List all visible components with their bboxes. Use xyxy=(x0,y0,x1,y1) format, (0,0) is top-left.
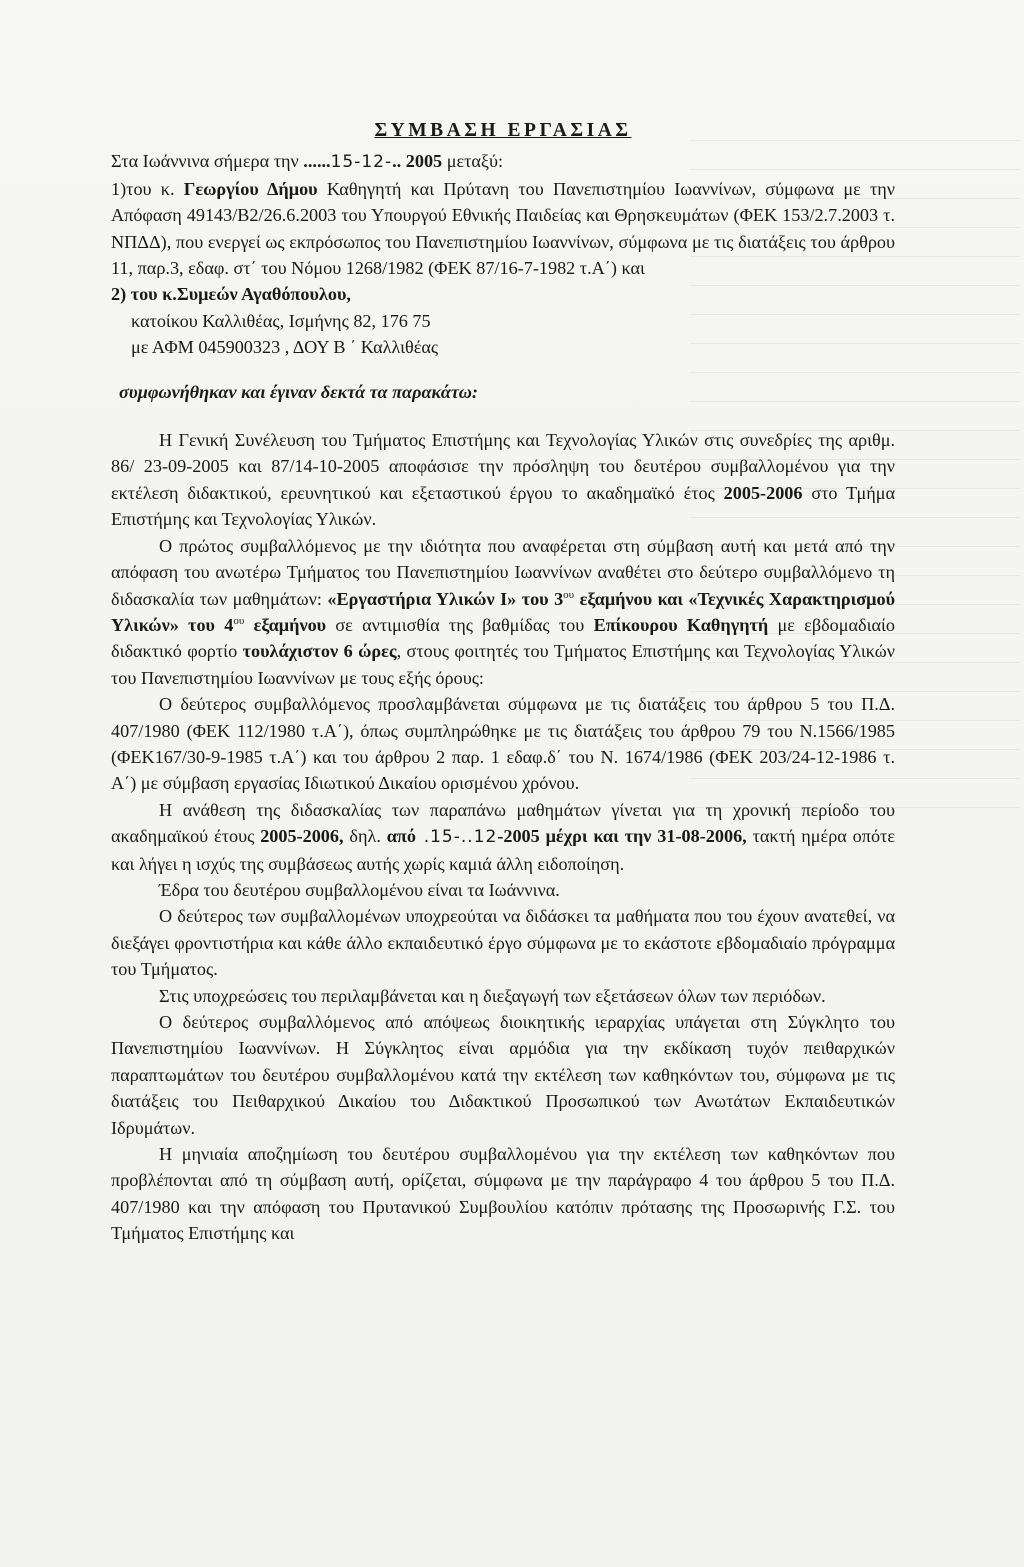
handwritten-start-date: .15-..12 xyxy=(415,827,498,848)
document-title: ΣΥΜΒΑΣΗ ΕΡΓΑΣΙΑΣ xyxy=(374,120,632,141)
contract-document xyxy=(111,118,895,1247)
party-one-name: Γεωργίου Δήμου xyxy=(183,178,318,199)
paragraph-compensation: Η μηνιαία αποζημίωση του δευτέρου συμβαλλομένου για την εκτέλεση των καθηκόντων που προβλέπονται από τη σύμβαση αυτή, ορίζεται, σύμφωνα με την παράγραφο 4 του άρθρου 5 του Π.Δ. 407/1980 και την απόφαση του Πρυτανικού Συμβουλίου κατόπιν πρότασης της Προσωρινής Γ.Σ. του Τμήματος Επιστήμης και xyxy=(111,1144,895,1244)
party-two: 2) του κ.Συμεών Αγαθόπουλου, xyxy=(111,284,351,305)
agreed-heading: συμφωνήθηκαν και έγιναν δεκτά τα παρακάτω: xyxy=(119,381,478,402)
paragraph-duties: Ο δεύτερος των συμβαλλομένων υποχρεούται να διδάσκει τα μαθήματα που του έχουν ανατεθεί, να διεξάγει φροντιστήρια και κάθε άλλο εκπαιδευτικό έργο σύμφωνα με το εκάστοτε εβδομαδιαίο πρόγραμμα του Τμήματος. xyxy=(111,906,895,980)
party-one: 1)του κ. Γεωργίου Δήμου Καθηγητή και Πρύτανη του Πανεπιστημίου Ιωαννίνων, σύμφωνα με την Απόφαση 49143/Β2/26.6.2003 του Υπουργού Εθνικής Παιδείας και Θρησκευμάτων (ΦΕΚ 153/2.7.2003 τ. ΝΠΔΔ), που ενεργεί ως εκπρόσωπος του Πανεπιστημίου Ιωαννίνων, σύμφωνα με τις διατάξεις του άρθρου 11, παρ.3, εδαφ. στ΄ του Νόμου 1268/1982 (ΦΕΚ 87/16-7-1982 τ.Α΄) και xyxy=(111,178,895,279)
paragraph-period: Η ανάθεση της διδασκαλίας των παραπάνω μαθημάτων γίνεται για τη χρονική περίοδο του ακαδημαϊκού έτους 2005-2006, δηλ. από .15-..12-2005 μέχρι και την 31-08-2006, τακτή ημέρα οπότε και λήγει η ισχύς της συμβάσεως αυτής χωρίς καμιά άλλη ειδοποίηση. xyxy=(111,799,895,874)
party-two-name: Συμεών Αγαθόπουλου, xyxy=(176,284,351,305)
paragraph-assembly: Η Γενική Συνέλευση του Τμήματος Επιστήμης και Τεχνολογίας Υλικών στις συνεδρίες της αριθμ. 86/ 23-09-2005 και 87/14-10-2005 αποφάσισε την πρόσληψη του δευτέρου συμβαλλομένου για την εκτέλεση διδακτικού, ερευνητικού και εξεταστικού έργου το ακαδημαϊκό έτος 2005-2006 στο Τμήμα Επιστήμης και Τεχνολογίας Υλικών. xyxy=(111,430,895,530)
paragraph-seat: Έδρα του δευτέρου συμβαλλομένου είναι τα Ιωάννινα. xyxy=(159,879,560,900)
paragraph-assignment: Ο πρώτος συμβαλλόμενος με την ιδιότητα που αναφέρεται στη σύμβαση αυτή και μετά από την απόφαση του ανωτέρω Τμήματος του Πανεπιστημίου Ιωαννίνων αναθέτει στο δεύτερο συμβαλλόμενο τη διδασκαλία των μαθημάτων: «Εργαστήρια Υλικών Ι» του $3^{o\upsilon}$ εξαμήνου και «Τεχνικές Χαρακτηρισμού Υλικών» του $4^{o\upsilon}$ εξαμήνου σε αντιμισθία της βαθμίδας του Επίκουρου Καθηγητή με εβδομαδιαίο διδακτικό φορτίο τουλάχιστον 6 ώρες, στους φοιτητές του Τμήματος Επιστήμης και Τεχνολογίας Υλικών του Πανεπιστημίου Ιωαννίνων με τους εξής όρους: xyxy=(111,535,896,688)
paragraph-hierarchy: Ο δεύτερος συμβαλλόμενος από απόψεως διοικητικής ιεραρχίας υπάγεται στη Σύγκλητο του Πανεπιστημίου Ιωαννίνων. Η Σύγκλητος είναι αρμόδια για την εκδίκαση τυχόν πειθαρχικών παραπτωμάτων του δευτέρου συμβαλλομένου κατά την εκτέλεση των καθηκόντων του, σύμφωνα με τις διατάξεις του Πειθαρχικού Δικαίου του Διδακτικού Προσωπικού των Ανωτάτων Εκπαιδευτικών Ιδρυμάτων. xyxy=(111,1012,895,1138)
intro-line: Στα Ιωάννινα σήμερα την ......15-12-.. 2005 μεταξύ: xyxy=(111,151,504,173)
paragraph-exams: Στις υποχρεώσεις του περιλαμβάνεται και η διεξαγωγή των εξετάσεων όλων των περιόδων. xyxy=(159,985,826,1006)
paragraph-legal-basis: Ο δεύτερος συμβαλλόμενος προσλαμβάνεται σύμφωνα με τις διατάξεις του άρθρου 5 του Π.Δ. 407/1980 (ΦΕΚ 112/1980 τ.Α΄), όπως συμπληρώθηκε με τις διατάξεις του άρθρου 79 του Ν.1566/1985 (ΦΕΚ167/30-9-1985 τ.Α΄) και του άρθρου 2 παρ. 1 εδαφ.δ΄ του Ν. 1674/1986 (ΦΕΚ 203/24-12-1986 τ. Α΄) με σύμβαση εργασίας Ιδιωτικού Δικαίου ορισμένου χρόνου. xyxy=(111,694,895,794)
party-two-tax: με ΑΦΜ 045900323 , ΔΟΥ Β ΄ Καλλιθέας xyxy=(131,337,439,358)
party-two-address: κατοίκου Καλλιθέας, Ισμήνης 82, 176 75 xyxy=(131,310,431,331)
handwritten-date: 15-12- xyxy=(330,152,393,173)
